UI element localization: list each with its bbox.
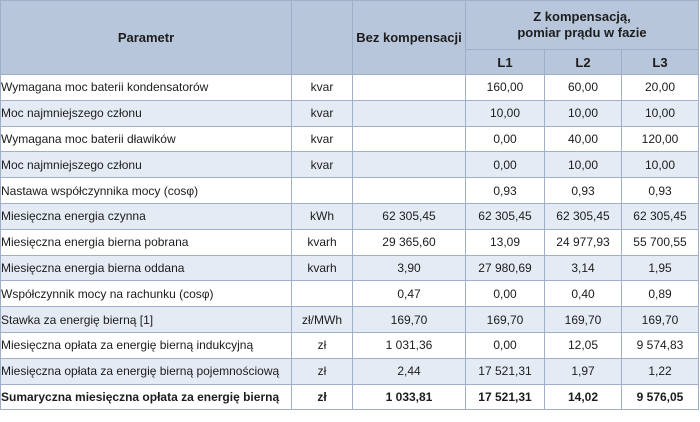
row-unit: kvar (292, 152, 353, 178)
row-l2: 24 977,93 (545, 229, 622, 255)
row-l1: 27 980,69 (466, 255, 545, 281)
row-unit: kWh (292, 203, 353, 229)
row-without-compensation: 1 033,81 (353, 384, 466, 410)
row-l3: 0,89 (622, 281, 699, 307)
row-l3: 0,93 (622, 178, 699, 204)
row-unit: zł (292, 332, 353, 358)
row-without-compensation (353, 75, 466, 101)
header-param: Parametr (1, 1, 292, 75)
row-unit: kvar (292, 126, 353, 152)
row-without-compensation (353, 178, 466, 204)
row-l2: 62 305,45 (545, 203, 622, 229)
row-param: Wymagana moc baterii kondensatorów (1, 75, 292, 101)
header-phase-l3: L3 (622, 50, 699, 75)
row-l3: 10,00 (622, 152, 699, 178)
table-row (1, 358, 699, 384)
header-with-line1: Z kompensacją, (533, 9, 631, 24)
row-l2: 12,05 (545, 332, 622, 358)
row-without-compensation: 0,47 (353, 281, 466, 307)
row-l2: 14,02 (545, 384, 622, 410)
table-row-total (1, 384, 699, 410)
row-l1: 13,09 (466, 229, 545, 255)
row-l1: 17 521,31 (466, 384, 545, 410)
header-with-line2: pomiar prądu w fazie (517, 25, 647, 40)
row-l2: 0,40 (545, 281, 622, 307)
table-row (1, 178, 699, 204)
header-without-compensation: Bez kompensacji (353, 1, 466, 75)
row-param: Miesięczna energia czynna (1, 203, 292, 229)
row-l2: 60,00 (545, 75, 622, 101)
row-l3: 55 700,55 (622, 229, 699, 255)
row-l3: 1,95 (622, 255, 699, 281)
row-l2: 1,97 (545, 358, 622, 384)
row-without-compensation: 2,44 (353, 358, 466, 384)
row-param: Sumaryczna miesięczna opłata za energię bierną (1, 384, 292, 410)
row-l1: 169,70 (466, 307, 545, 333)
header-with-compensation (466, 1, 699, 50)
row-param: Nastawa współczynnika mocy (cosφ) (1, 178, 292, 204)
row-param: Moc najmniejszego członu (1, 152, 292, 178)
row-unit: kvarh (292, 229, 353, 255)
header-unit (292, 1, 353, 75)
row-param: Miesięczna opłata za energię bierną pojemnościową (1, 358, 292, 384)
row-param: Moc najmniejszego członu (1, 100, 292, 126)
row-l3: 62 305,45 (622, 203, 699, 229)
row-without-compensation (353, 100, 466, 126)
row-l2: 169,70 (545, 307, 622, 333)
row-l2: 3,14 (545, 255, 622, 281)
row-l1: 0,00 (466, 281, 545, 307)
row-l2: 0,93 (545, 178, 622, 204)
row-param: Miesięczna energia bierna pobrana (1, 229, 292, 255)
row-without-compensation: 29 365,60 (353, 229, 466, 255)
row-without-compensation: 169,70 (353, 307, 466, 333)
row-param: Miesięczna opłata za energię bierną indukcyjną (1, 332, 292, 358)
table-body (1, 75, 699, 410)
row-param: Miesięczna energia bierna oddana (1, 255, 292, 281)
row-param: Wymagana moc baterii dławików (1, 126, 292, 152)
row-unit: kvarh (292, 255, 353, 281)
table-row (1, 281, 699, 307)
row-without-compensation (353, 126, 466, 152)
row-without-compensation (353, 152, 466, 178)
table-row (1, 229, 699, 255)
table-header (1, 1, 699, 75)
row-l1: 160,00 (466, 75, 545, 101)
header-phase-l2: L2 (545, 50, 622, 75)
table-row (1, 203, 699, 229)
row-l3: 120,00 (622, 126, 699, 152)
table-row (1, 100, 699, 126)
row-l3: 9 576,05 (622, 384, 699, 410)
row-l3: 1,22 (622, 358, 699, 384)
row-l1: 0,00 (466, 332, 545, 358)
row-param: Współczynnik mocy na rachunku (cosφ) (1, 281, 292, 307)
header-phase-l1: L1 (466, 50, 545, 75)
row-unit (292, 178, 353, 204)
row-without-compensation: 3,90 (353, 255, 466, 281)
table-row (1, 307, 699, 333)
row-l2: 10,00 (545, 152, 622, 178)
row-l2: 40,00 (545, 126, 622, 152)
row-unit: kvar (292, 75, 353, 101)
row-l3: 20,00 (622, 75, 699, 101)
row-l1: 0,00 (466, 152, 545, 178)
table-row (1, 255, 699, 281)
row-unit: zł (292, 384, 353, 410)
table-row (1, 152, 699, 178)
row-unit (292, 281, 353, 307)
row-l1: 62 305,45 (466, 203, 545, 229)
row-param: Stawka za energię bierną [1] (1, 307, 292, 333)
row-l1: 0,00 (466, 126, 545, 152)
row-l3: 169,70 (622, 307, 699, 333)
table-row (1, 126, 699, 152)
table-row (1, 332, 699, 358)
row-without-compensation: 1 031,36 (353, 332, 466, 358)
row-without-compensation: 62 305,45 (353, 203, 466, 229)
row-l3: 9 574,83 (622, 332, 699, 358)
row-l2: 10,00 (545, 100, 622, 126)
row-l3: 10,00 (622, 100, 699, 126)
table-row (1, 75, 699, 101)
row-unit: zł (292, 358, 353, 384)
row-l1: 0,93 (466, 178, 545, 204)
row-l1: 17 521,31 (466, 358, 545, 384)
row-l1: 10,00 (466, 100, 545, 126)
row-unit: zł/MWh (292, 307, 353, 333)
row-unit: kvar (292, 100, 353, 126)
